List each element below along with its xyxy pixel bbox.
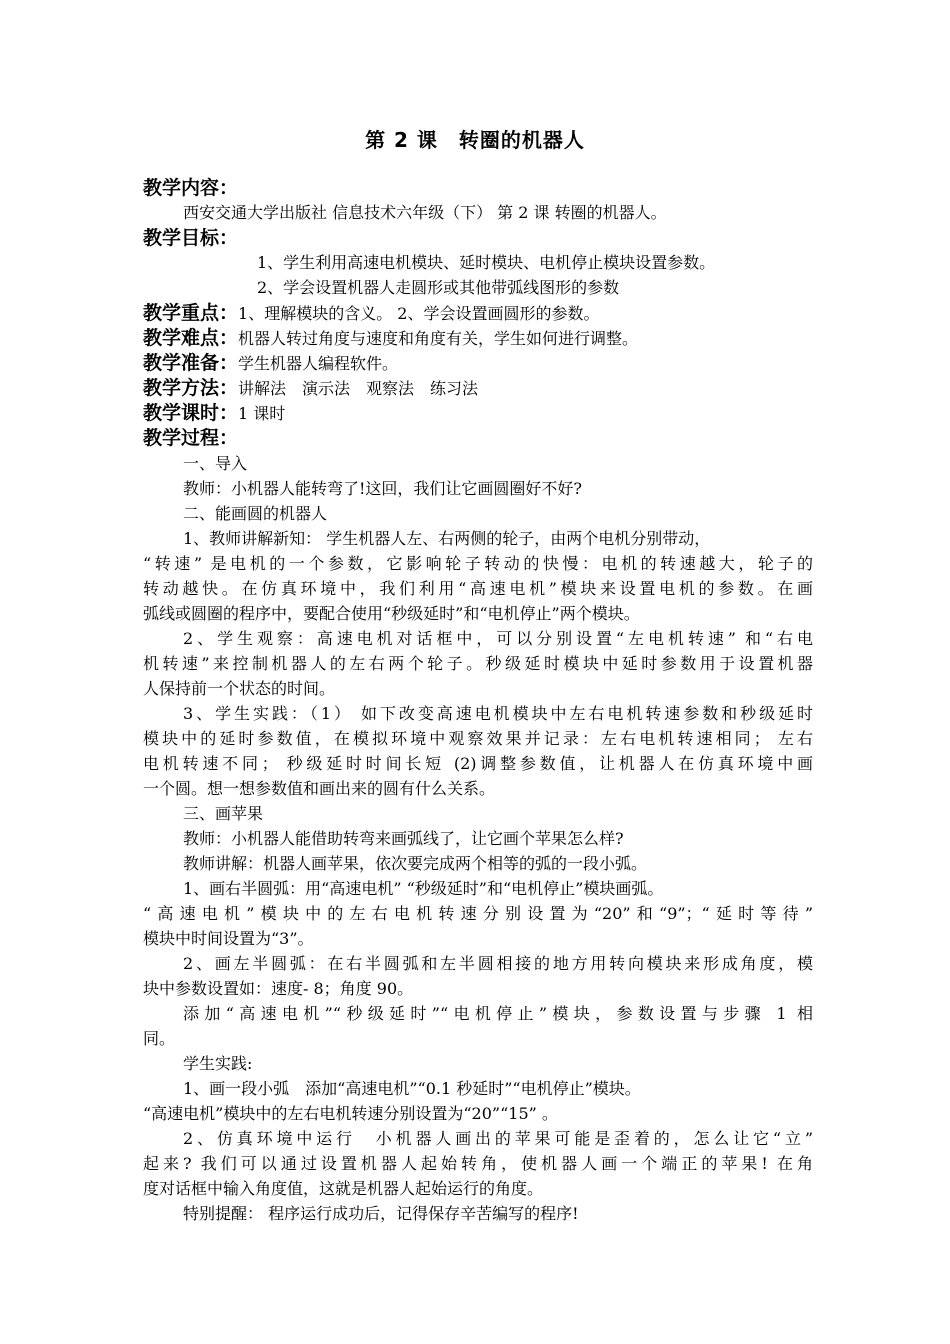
- paragraph-line: 模块中时间设置为“3”。: [143, 929, 314, 948]
- paragraph-line: 添加“高速电机”“秒级延时”“电机停止”模块，参数设置与步骤 1 相: [183, 1004, 813, 1023]
- paragraph-line: 模块中的延时参数值，在模拟环境中观察效果并记录：左右电机转速相同； 左右: [143, 729, 813, 748]
- paragraph-line: 同。: [143, 1029, 176, 1048]
- paragraph-line: 1、教师讲解新知： 学生机器人左、右两侧的轮子，由两个电机分别带动，: [183, 529, 711, 548]
- paragraph-line: 1、画右半圆弧：用“高速电机” “秒级延时”和“电机停止”模块画弧。: [183, 879, 664, 898]
- paragraph-line: 3、学生实践：（1） 如下改变高速电机模块中左右电机转速参数和秒级延时: [183, 704, 813, 723]
- prep-text: 学生机器人编程软件。: [238, 354, 399, 373]
- paragraph-line: 2、学生观察：高速电机对话框中，可以分别设置“左电机转速” 和“右电: [183, 629, 813, 648]
- section-focus: [143, 301, 813, 326]
- section-hours: [143, 401, 813, 426]
- paragraph-line: 教师：小机器人能转弯了!这回，我们让它画圆圈好不好?: [183, 479, 583, 498]
- paragraph-line: 转动越快。在仿真环境中，我们利用“高速电机”模块来设置电机的参数。在画: [143, 579, 813, 598]
- hours-label: 教学课时：: [143, 402, 239, 424]
- paragraph-line: “高速电机”模块中的左右电机转速分别设置为“20”“15” 。: [143, 1104, 558, 1123]
- content-label: 教学内容：: [143, 177, 239, 199]
- paragraph-line: 教师讲解：机器人画苹果，依次要完成两个相等的弧的一段小弧。: [183, 854, 648, 873]
- paragraph-line: 块中参数设置如：速度- 8；角度 90。: [143, 979, 414, 998]
- section-method: [143, 376, 813, 401]
- difficulty-text: 机器人转过角度与速度和角度有关，学生如何进行调整。: [238, 329, 639, 348]
- section-content: [143, 176, 813, 201]
- process-label: 教学过程：: [143, 427, 239, 449]
- paragraph-line: 人保持前一个状态的时间。: [143, 679, 336, 698]
- prep-label: 教学准备：: [143, 352, 239, 374]
- paragraph-line: 一个圆。想一想参数值和画出来的圆有什么关系。: [143, 779, 496, 798]
- content-text: 西安交通大学出版社 信息技术六年级（下） 第 2 课 转圈的机器人。: [183, 203, 667, 222]
- goals-label: 教学目标：: [143, 227, 239, 249]
- focus-label: 教学重点：: [143, 302, 239, 324]
- heading-draw-apple: 三、画苹果: [183, 804, 264, 823]
- heading-circle-robot: 二、能画圆的机器人: [183, 504, 328, 523]
- paragraph-line: 弧线或圆圈的程序中，要配合使用“秒级延时”和“电机停止”两个模块。: [143, 604, 640, 623]
- special-reminder: 特别提醒： 程序运行成功后，记得保存辛苦编写的程序!: [183, 1204, 579, 1223]
- section-difficulty: [143, 326, 813, 351]
- method-label: 教学方法：: [143, 377, 239, 399]
- hours-text: 1 课时: [238, 404, 286, 423]
- section-goals: [143, 226, 813, 251]
- lesson-title: 第 2 课 转圈的机器人: [365, 128, 585, 152]
- paragraph-line: 度对话框中输入角度值，这就是机器人起始运行的角度。: [143, 1179, 544, 1198]
- paragraph-line: “转速” 是电机的一个参数，它影响轮子转动的快慢：电机的转速越大，轮子的: [143, 554, 813, 573]
- paragraph-line: 2、仿真环境中运行 小机器人画出的苹果可能是歪着的，怎么让它“立”: [183, 1129, 813, 1148]
- paragraph-line: 机转速”来控制机器人的左右两个轮子。秒级延时模块中延时参数用于设置机器: [143, 654, 813, 673]
- paragraph-line: 教师：小机器人能借助转弯来画弧线了，让它画个苹果怎么样?: [183, 829, 624, 848]
- focus-text: 1、理解模块的含义。 2、学会设置画圆形的参数。: [238, 304, 600, 323]
- goal-item-2: 2、学会设置机器人走圆形或其他带弧线图形的参数: [257, 278, 620, 297]
- paragraph-line: 1、画一段小弧 添加“高速电机”“0.1 秒延时”“电机停止”模块。: [183, 1079, 641, 1098]
- goal-item-1: 1、学生利用高速电机模块、延时模块、电机停止模块设置参数。: [257, 253, 716, 272]
- paragraph-line: “高速电机”模块中的左右电机转速分别设置为“20”和“9”；“延时等待”: [143, 904, 813, 923]
- section-process: [143, 426, 813, 451]
- heading-intro: 一、导入: [183, 454, 248, 473]
- section-prep: [143, 351, 813, 376]
- paragraph-line: 电机转速不同； 秒级延时时间长短 (2)调整参数值，让机器人在仿真环境中画: [143, 754, 813, 773]
- heading-student-practice: 学生实践:: [183, 1054, 253, 1073]
- paragraph-line: 2、画左半圆弧：在右半圆弧和左半圆相接的地方用转向模块来形成角度，模: [183, 954, 813, 973]
- method-text: 讲解法 演示法 观察法 练习法: [238, 379, 479, 398]
- difficulty-label: 教学难点：: [143, 327, 239, 349]
- paragraph-line: 起来? 我们可以通过设置机器人起始转角，使机器人画一个端正的苹果! 在角: [143, 1154, 813, 1173]
